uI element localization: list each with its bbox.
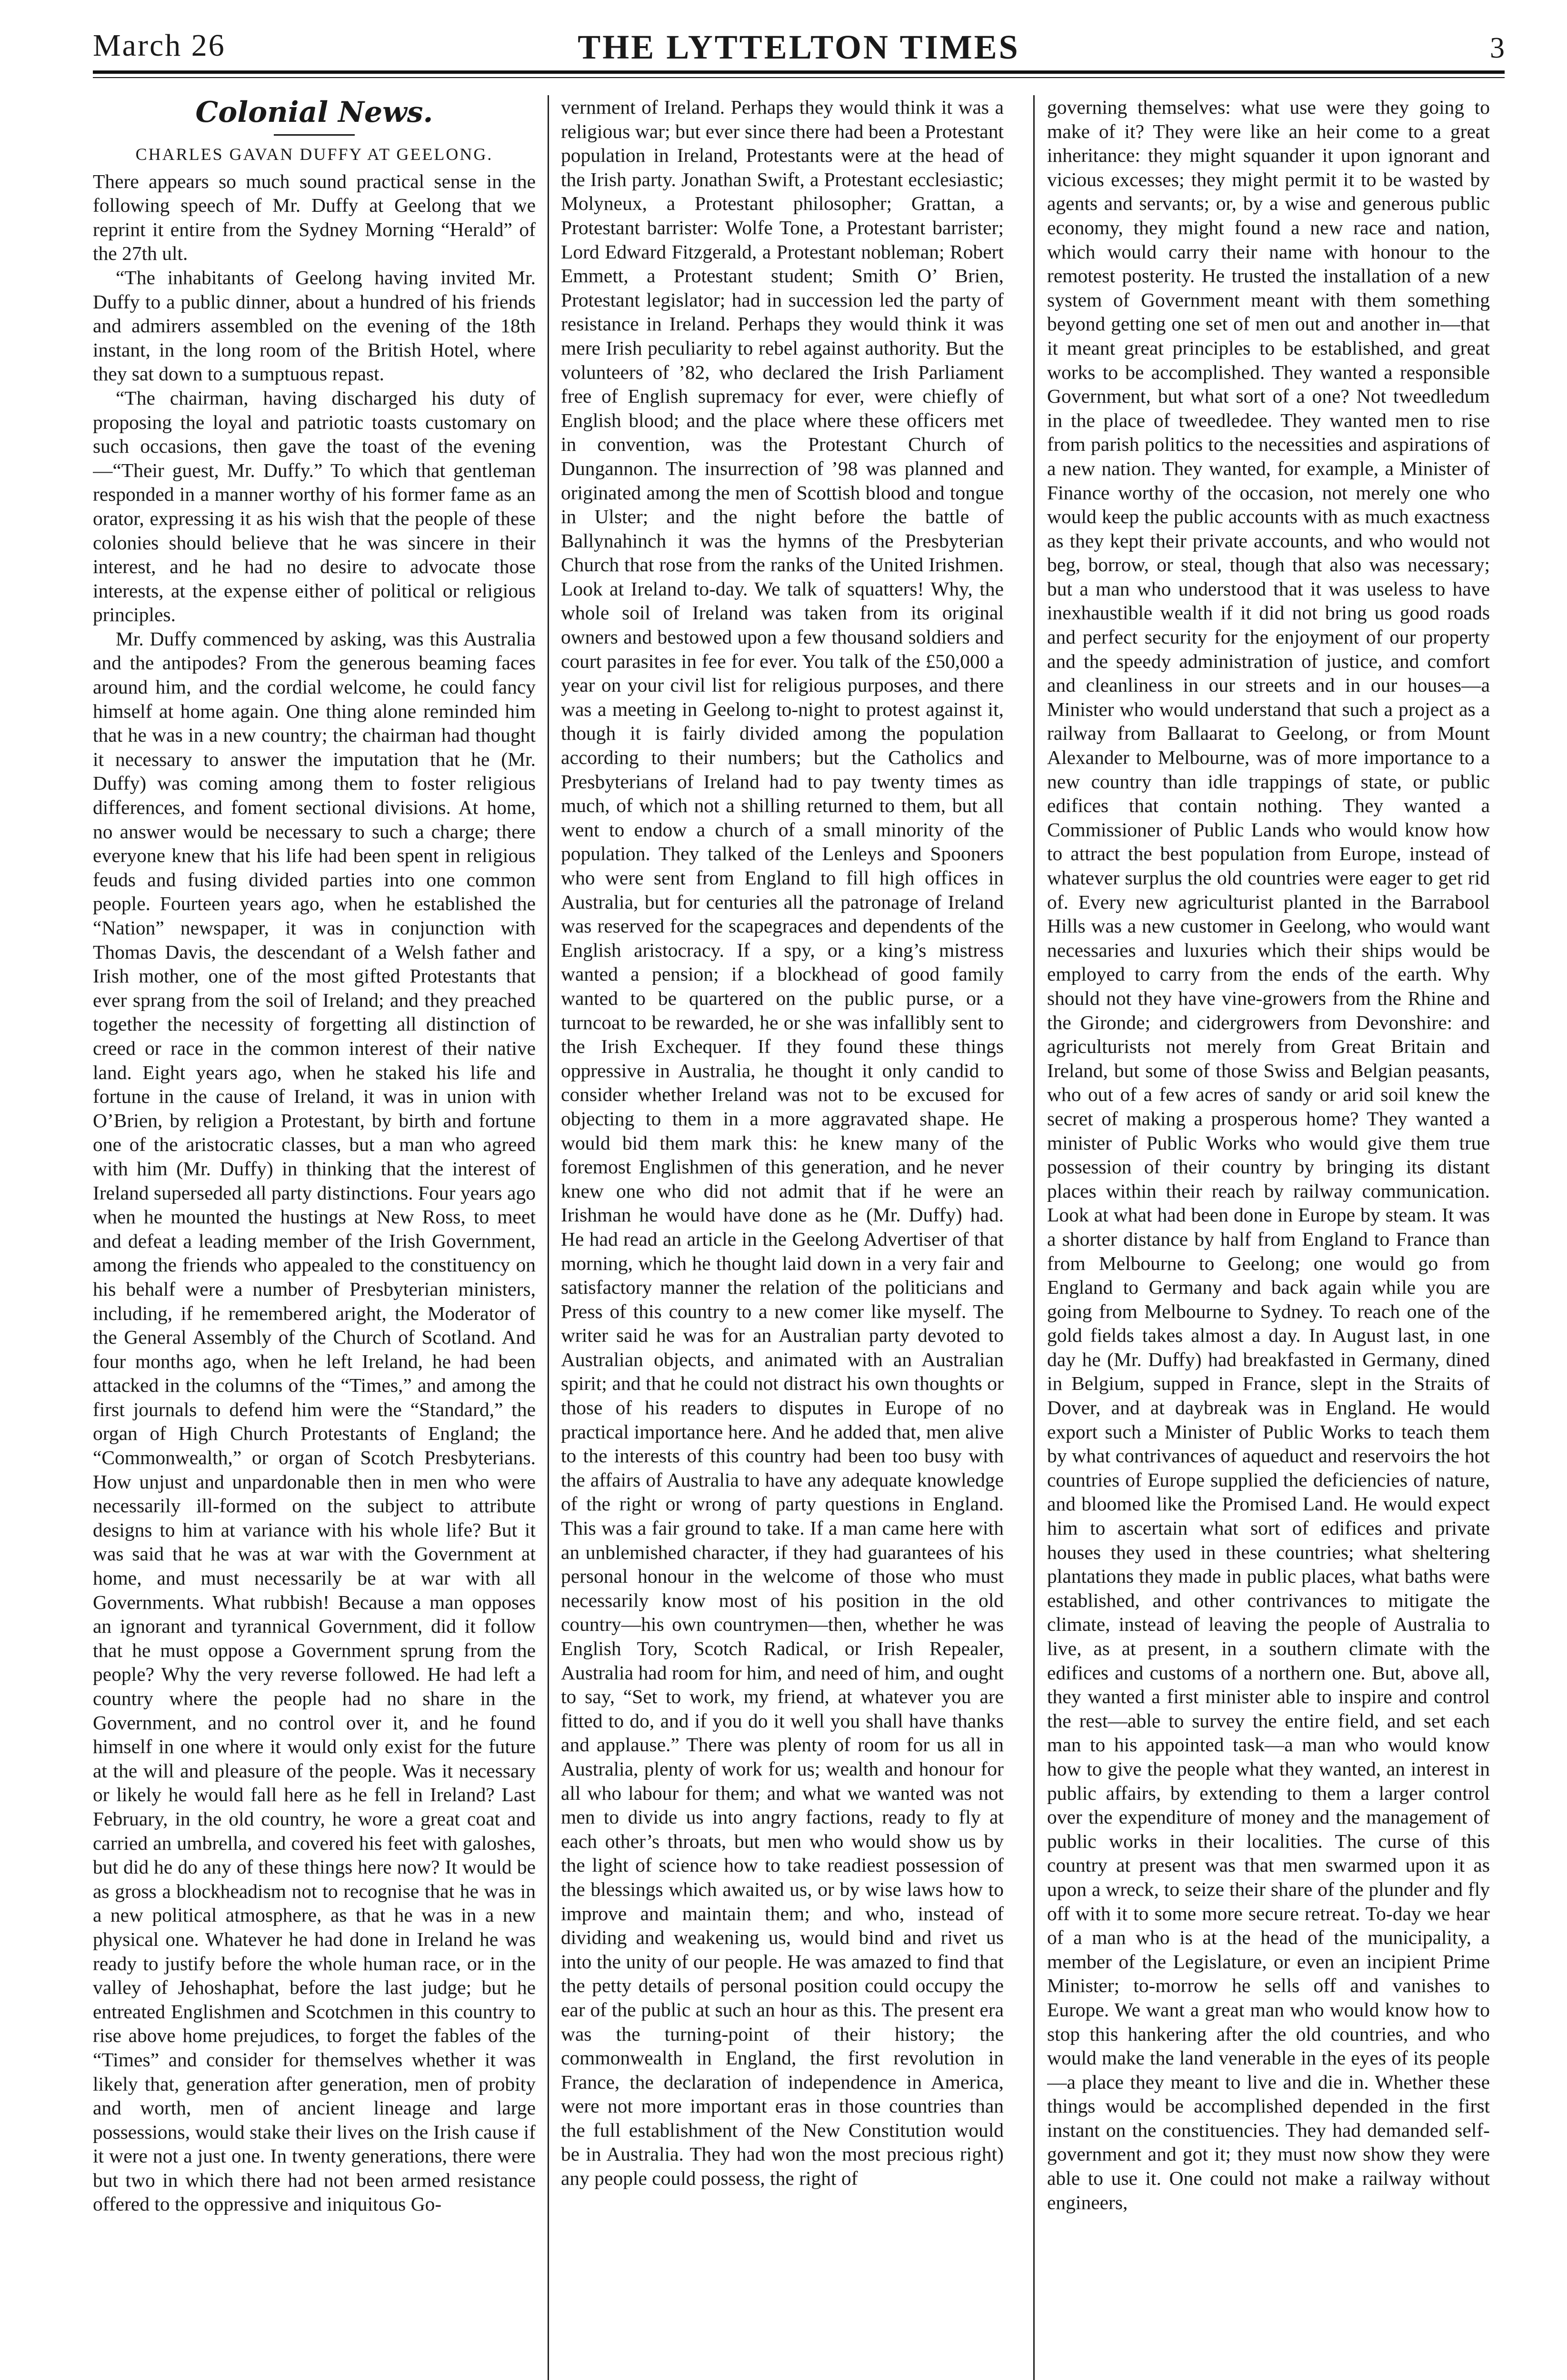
article-headline: CHARLES GAVAN DUFFY AT GEELONG. <box>135 145 493 164</box>
column-divider <box>1033 95 1035 2380</box>
column-2 <box>561 95 1004 2380</box>
section-title: Colonial News. <box>195 96 433 129</box>
paragraph: Mr. Duffy commenced by asking, was this Australia and the antipodes? From the generous beaming faces around him, and the cordial welcome, he could fancy himself at home again. One thing alone reminded him that he was in a new country; the chairman had thought it necessary to answer the imputation that he (Mr. Duffy) was coming among them to foster religious differences, and foment sectional divisions. At home, no answer would be necessary to such a charge; there everyone knew that his life had been spent in religious feuds and fusing divided parties into one common people. Fourteen years ago, when he established the “Nation” newspaper, it was in conjunction with Thomas Davis, the descendant of a Welsh father and Irish mother, one of the most gifted Protestants that ever sprang from the soil of Ireland; and they preached together the necessity of forgetting all distinction of creed or race in the common interest of their native land. Eight years ago, when he staked his life and fortune in the cause of Ireland, it was in union with O’Brien, by religion a Protestant, by birth and fortune one of the aristocratic classes, but a man who agreed with him (Mr. Duffy) in thinking that the interest of Ireland superseded all party distinctions. Four years ago when he mounted the hustings at New Ross, to meet and defeat a leading member of the Irish Government, among the friends who appealed to the constituency on his behalf were a number of Presbyterian ministers, including, if he remembered aright, the Moderator of the General Assembly of the Church of Scotland. And four months ago, when he left Ireland, he had been attacked in the columns of the “Times,” and among the first journals to defend him were the “Standard,” the organ of High Church Protestants of England; the “Commonwealth,” or organ of Scotch Presbyterians. How unjust and unpardonable then in men who were necessarily ill-formed on the subject to attribute designs to him at variance with his whole life? But it was said that he was at war with the Government at home, and must necessarily be at war with all Governments. What rubbish! Because a man opposes an ignorant and tyrannical Government, did it follow that he must oppose a Government sprung from the people? Why the very reverse followed. He had left a country where the people had no share in the Government, and no control over it, and he found himself in one where it would only exist for the future at the will and pleasure of the people. Was it necessary or likely he would fall here as he fell in Ireland? Last February, in the old country, he wore a great coat and carried an umbrella, and covered his feet with galoshes, but did he do any of these things here now? It would be as gross a blockheadism not to recognise that he was in a new political atmosphere, as that he was in a new physical one. Whatever he had done in Ireland he was ready to justify before the whole human race, or in the valley of Jehoshaphat, before the last judge; but he entreated Englishmen and Scotchmen in this country to rise above home prejudices, to forget the fables of the “Times” and consider for themselves whether it was likely that, generation after generation, men of probity and worth, men of ancient lineage and large possessions, would stake their lives on the Irish cause if it were not a just one. In twenty generations, there were but two in which there had not been armed resistance offered to the oppressive and iniquitous Go- <box>93 627 536 2215</box>
page-number: 3 <box>1490 32 1505 64</box>
column-1 <box>93 95 536 2380</box>
paragraph: vernment of Ireland. Perhaps they would think it was a religious war; but ever since there had been a Protestant population in Ireland, Protestants were at the head of the Irish party. Jonathan Swift, a Protestant ecclesiastic; Molyneux, a Protestant philosopher; Grattan, a Protestant barrister: Wolfe Tone, a Protestant barrister; Lord Edward Fitzgerald, a Protestant nobleman; Robert Emmett, a Protestant student; Smith O’ Brien, Protestant legislator; had in succession led the party of resistance in Ireland. Perhaps they would think it was mere Irish peculiarity to rebel against authority. But the volunteers of ’82, who declared the Irish Parliament free of English supremacy for ever, were chiefly of English blood; and the place where these officers met in convention, was the Protestant Church of Dungannon. The insurrection of ’98 was planned and originated among the men of Scottish blood and tongue in Ulster; and the night before the battle of Ballynahinch it was the hymns of the Presbyterian Church that rose from the ranks of the United Irishmen. Look at Ireland to-day. We talk of squatters! Why, the whole soil of Ireland was taken from its original owners and bestowed upon a few thousand soldiers and court parasites in fee for ever. You talk of the £50,000 a year on your civil list for religious purposes, and there was a meeting in Geelong to-night to protest against it, though it is fairly divided among the population according to their numbers; but the Catholics and Presbyterians of Ireland had to pay twenty times as much, of which not a shilling returned to them, but all went to endow a church of a small minority of the population. They talked of the Lenleys and Spooners who were sent from England to fill high offices in Australia, but for centuries all the patronage of Ireland was reserved for the scapegraces and dependents of the English aristocracy. If a spy, or a king’s mistress wanted a pension; if a blockhead of good family wanted to be quartered on the public purse, or a turncoat to be rewarded, he or she was infallibly sent to the Irish Exchequer. If they found these things oppressive in Australia, he thought it only candid to consider whether Ireland was not to be excused for objecting to them in a more aggravated shape. He would bid them mark this: he knew many of the foremost Englishmen of this generation, and he never knew one who did not admit that if he were an Irishman he would have done as he (Mr. Duffy) had. He had read an article in the Geelong Advertiser of that morning, which he thought laid down in a very fair and satisfactory manner the relation of the politicians and Press of this country to a new comer like myself. The writer said he was for an Australian party devoted to Australian objects, and animated with an Australian spirit; and that he could not distract his own thoughts or those of his readers to disputes in Europe of no practical importance here. And he added that, men alive to the interests of this country had been too busy with the affairs of Australia to have any adequate knowledge of the right or wrong of party questions in England. This was a fair ground to take. If a man came here with an unblemished character, if they had guarantees of his personal honour in the welcome of those who must necessarily know most of his position in the old country—his own countrymen—then, whether he was English Tory, Scotch Radical, or Irish Repealer, Australia had room for him, and need of him, and ought to say, “Set to work, my friend, at whatever you are fitted to do, and if you do it well you shall have thanks and applause.” There was plenty of room for us all in Australia, plenty of work for us; wealth and honour for all who labour for them; and what we wanted was not men to divide us into angry factions, ready to fly at each other’s throats, but men who would show us by the light of science how to take readiest possession of the blessings which awaited us, or by wise laws how to improve and maintain them; and who, instead of dividing and weakening us, would bind and rivet us into the unity of our people. He was amazed to find that the petty details of personal position could occupy the ear of the public at such an hour as this. The present era was the turning-point of their history; the commonwealth in England, the first revolution in France, the declaration of independence in America, were not more important eras in those countries than the full establishment of the New Constitution would be in Australia. They had won the most precious right) any people could possess, the right of <box>561 96 1004 2190</box>
paragraph: governing themselves: what use were they going to make of it? They were like an heir come to a great inheritance: they might squander it upon ignorant and vicious excesses; they might permit it to be wasted by agents and servants; or, by a wise and generous public economy, they might found a new race and nation, which would carry their name with honour to the remotest posterity. He trusted the installation of a new system of Government meant with them something beyond getting one set of men out and another in—that it meant great principles to be established, and great works to be accomplished. They wanted a responsible Government, but what sort of a one? Not tweedledum in the place of tweedledee. They wanted men to rise from parish politics to the necessities and aspirations of a new nation. They wanted, for example, a Minister of Finance worthy of the occasion, not merely one who would keep the public accounts with as much exactness as they kept their private accounts, and who would not beg, borrow, or steal, though that also was necessary; but a man who understood that it was useless to have inexhaustible wealth if it did not bring us good roads and perfect security for the enjoyment of our property and the speedy administration of justice, and comfort and cleanliness in our streets and in our houses—a Minister who would understand that such a project as a railway from Ballaarat to Geelong, or from Mount Alexander to Melbourne, was of more importance to a new country than idle trappings of state, or public edifices that contain nothing. They wanted a Commissioner of Public Lands who would know how to attract the best population from Europe, instead of whatever surplus the old countries were eager to get rid of. Every new agriculturist planted in the Barrabool Hills was a new customer in Geelong, who would want necessaries and luxuries which their ships would be employed to carry from the ends of the earth. Why should not they have vine-growers from the Rhine and the Gironde; and cidergrowers from Devonshire: and agriculturists not merely from Great Britain and Ireland, but some of those Swiss and Belgian peasants, who out of a few acres of sandy or arid soil knew the secret of making a prosperous home? They wanted a minister of Public Works who would give them true possession of their country by bringing its distant places within their reach by railway communication. Look at what had been done in Europe by steam. It was a shorter distance by half from England to France than from Melbourne to Geelong; one would go from England to Germany and back again while you are going from Melbourne to Sydney. To reach one of the gold fields takes almost a day. In August last, in one day he (Mr. Duffy) had breakfasted in Germany, dined in Belgium, supped in France, slept in the Straits of Dover, and at daybreak was in England. He would export such a Minister of Public Works to teach them by what contrivances of aqueduct and reservoirs the hot countries of Europe supplied the deficiencies of nature, and bloomed like the Promised Land. He would expect him to ascertain what sort of edifices and private houses they used in these countries; what sheltering plantations they made in public places, what baths were established, and other contrivances to mitigate the climate, instead of leaving the people of Australia to live, as at present, in a southern climate with the edifices and customs of a northern one. But, above all, they wanted a first minister able to inspire and control the rest—able to survey the entire field, and set each man to his appointed task—a man who would know how to give the people what they wanted, an interest in public affairs, by extending to them a larger control over the expenditure of money and the management of public works in their localities. The curse of this country at present was that men swarmed upon it as upon a wreck, to seize their share of the plunder and fly off with it to some more secure retreat. To-day we hear of a man who is at the head of the municipality, a member of the Legislature, or even an incipient Prime Minister; to-morrow he sells off and vanishes to Europe. We want a great man who would know how to stop this hankering after the old countries, and who would make the land venerable in the eyes of its people—a place they meant to live and die in. Whether these things would be accomplished depended in the first instant on the constituencies. They had demanded self-government and got it; they must now show they were able to use it. One could not make a railway without engineers, <box>1047 96 1490 2213</box>
section-divider <box>274 134 355 136</box>
column-divider <box>548 95 549 2380</box>
paragraph: There appears so much sound practical sense in the following speech of Mr. Duffy at Geelong that we reprint it entire from the Sydney Morning “Herald” of the 27th ult. <box>93 170 536 265</box>
masthead <box>93 28 1505 70</box>
masthead-rule-thin <box>93 77 1505 78</box>
paragraph: “The chairman, having discharged his duty of proposing the loyal and patriotic toasts customary on such occasions, then gave the toast of the evening—“Their guest, Mr. Duffy.” To which that gentleman responded in a manner worthy of his former fame as an orator, expressing it as his wish that the people of these colonies should believe that he was sincere in their interest, and he had no desire to advocate those interests, at the expense either of political or religious principles. <box>93 387 536 626</box>
newspaper-title: THE LYTTELTON TIMES <box>578 28 1020 66</box>
paragraph: “The inhabitants of Geelong having invited Mr. Duffy to a public dinner, about a hundred of his friends and admirers assembled on the evening of the 18th instant, in the long room of the British Hotel, where they sat down to a sumptuous repast. <box>93 266 536 385</box>
masthead-rule-thick <box>93 70 1505 74</box>
issue-date: March 26 <box>93 28 226 63</box>
column-3 <box>1047 95 1490 2380</box>
